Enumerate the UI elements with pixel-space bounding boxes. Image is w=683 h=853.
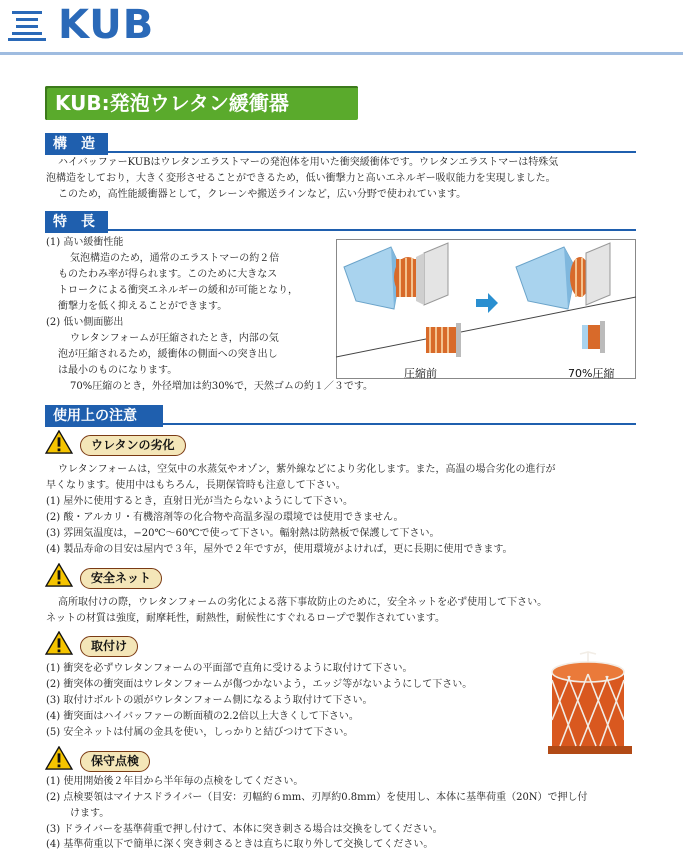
caution-line: (2) 衝突体の衝突面はウレタンフォームが傷つかないよう，エッジ等がないようにして下さい。: [46, 679, 473, 690]
caution-line: (3) 取付けボルトの頭がウレタンフォーム側になるよう取付けて下さい。: [46, 695, 373, 706]
caution-line: (4) 基準荷重以下で簡単に深く突き刺さるときは直ちに取り外して交換してください。: [46, 839, 434, 850]
caution-line: (3) 雰囲気温度は，−20℃～60℃で使って下さい。輻射熱は防熱板で保護して下さい。: [46, 528, 440, 539]
caution-line: (3) ドライバーを基準荷重で押し付けて、本体に突き刺さる場合は交換をしてください。: [46, 824, 443, 835]
warning-icon: [44, 746, 74, 770]
warning-icon: [44, 631, 74, 655]
caution-line: (1) 衝突を必ずウレタンフォームの平面部で直角に受けるように取付けて下さい。: [46, 663, 413, 674]
figure-caption-after: 70%圧縮: [568, 367, 615, 380]
caution-badge-mounting: 取付け: [80, 636, 138, 657]
caution-line: ネットの材質は強度，耐摩耗性，耐熱性，耐候性にすぐれるロープで製作されています。: [46, 613, 445, 624]
section-rule: [163, 423, 636, 425]
stacked-bars-logo-icon: [8, 9, 46, 41]
structure-line: このため，高性能緩衝器として，クレーンや搬送ラインなど，広い分野で使われています。: [58, 189, 467, 200]
brand-logo: KUB: [58, 2, 155, 48]
feature-line: トロークによる衝突エネルギーの緩和が可能となり，: [58, 285, 298, 296]
section-heading-features: 特 長: [45, 211, 108, 233]
page-title: KUB:発泡ウレタン緩衝器: [45, 86, 358, 120]
feature-line: 衝撃力を低く抑えることができます。: [58, 301, 228, 312]
compression-figure: [336, 239, 636, 379]
feature-line: (1) 高い緩衝性能: [46, 237, 124, 248]
figure-caption-before: 圧縮前: [404, 367, 437, 380]
caution-line: 高所取付けの際，ウレタンフォームの劣化による落下事故防止のために，安全ネットを必ず使用して下さい。: [58, 597, 548, 608]
caution-badge-degradation: ウレタンの劣化: [80, 435, 186, 456]
caution-line: (5) 安全ネットは付属の金具を使い，しっかりと結びつけて下さい。: [46, 727, 354, 738]
feature-line: は最小のものになります。: [58, 365, 178, 376]
caution-badge-net: 安全ネット: [80, 568, 162, 589]
section-heading-cautions: 使用上の注意: [45, 405, 163, 427]
feature-line: 気泡構造のため，通常のエラストマーの約２倍: [70, 253, 280, 264]
caution-line: (2) 点検要領はマイナスドライバー（目安：刃幅約６mm、刃厚約0.8mm）を使用し、本体に基準荷重（20N）で押し付: [46, 792, 588, 803]
header-rule: [0, 52, 683, 55]
section-rule: [108, 229, 636, 231]
feature-line: ウレタンフォームが圧縮されたとき，内部の気: [70, 333, 279, 344]
caution-line: (4) 衝突面はハイバッファーの断面積の2.2倍以上大きくして下さい。: [46, 711, 359, 722]
caution-line: 早くなります。使用中はもちろん，長期保管時も注意して下さい。: [46, 480, 346, 491]
caution-line: (2) 酸・アルカリ・有機溶剤等の化合物や高温多湿の環境では使用できません。: [46, 512, 404, 523]
section-rule: [108, 151, 636, 153]
feature-line: 70%圧縮のとき，外径増加は約30%で，天然ゴムの約１／３です。: [70, 381, 374, 392]
structure-line: ハイバッファーKUBはウレタンエラストマーの発泡体を用いた衝突緩衝体です。ウレタンエラストマーは特殊気: [58, 157, 559, 168]
warning-icon: [44, 563, 74, 587]
caution-line: (4) 製品寿命の目安は屋内で３年，屋外で２年ですが，使用環境がよければ，更に長期に使用できます。: [46, 544, 513, 555]
netted-buffer-photo: [540, 650, 636, 758]
feature-line: 泡が圧縮されるため，緩衝体の側面への突き出し: [58, 349, 278, 360]
caution-line: けます。: [70, 808, 110, 819]
feature-line: ものたわみ率が得られます。このために大きなス: [58, 269, 278, 280]
section-heading-structure: 構 造: [45, 133, 108, 155]
caution-line: (1) 屋外に使用するとき，直射日光が当たらないようにして下さい。: [46, 496, 353, 507]
caution-badge-inspection: 保守点検: [80, 751, 150, 772]
warning-icon: [44, 430, 74, 454]
structure-line: 泡構造をしており，大きく変形させることができるため，低い衝撃力と高いエネルギー吸収能力を実現しました。: [46, 173, 556, 184]
caution-line: (1) 使用開始後２年目から半年毎の点検をしてください。: [46, 776, 304, 787]
caution-line: ウレタンフォームは，空気中の水蒸気やオゾン，紫外線などにより劣化します。また，高温の場合劣化の進行が: [58, 464, 556, 475]
feature-line: (2) 低い側面膨出: [46, 317, 124, 328]
